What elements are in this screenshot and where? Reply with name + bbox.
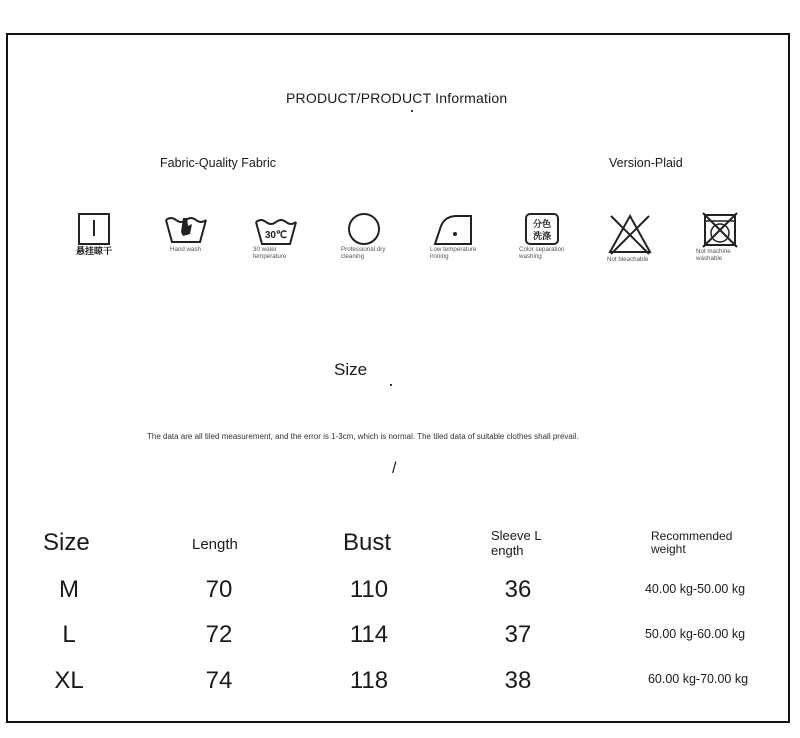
fabric-label: Fabric-Quality Fabric — [160, 156, 276, 170]
color-separation-symbol-text-2: 洗涤 — [532, 232, 552, 242]
color-separation-symbol-text-1: 分色 — [532, 220, 552, 230]
cell-bust: 114 — [349, 621, 389, 648]
water-temp-symbol-text: 30℃ — [264, 230, 288, 241]
not-machine-washable-icon — [702, 212, 738, 248]
cell-length: 70 — [205, 576, 233, 603]
cell-size: M — [59, 576, 79, 603]
color-separation-washing-icon — [524, 212, 560, 246]
divider-slash: / — [392, 460, 397, 477]
hand-wash-icon — [163, 212, 209, 246]
cell-size: L — [62, 621, 76, 648]
water-temp-30-icon — [253, 212, 299, 246]
cell-length: 72 — [205, 621, 233, 648]
hand-wash-item — [156, 212, 216, 253]
dry-cleaning-caption: Professional dry cleaning — [341, 246, 386, 260]
cell-sleeve: 36 — [504, 576, 532, 603]
decorative-dot — [411, 110, 413, 112]
not-bleachable-item — [600, 212, 660, 263]
cell-weight: 60.00 kg-70.00 kg — [647, 672, 749, 686]
cell-size: XL — [54, 667, 84, 694]
cell-bust: 110 — [349, 576, 389, 603]
version-label: Version-Plaid — [609, 156, 683, 170]
header-length: Length — [192, 536, 238, 553]
hand-wash-caption: Hand wash — [170, 246, 201, 253]
ironing-caption: Low temperature ironing — [430, 246, 477, 260]
water-temp-item — [246, 212, 306, 260]
hang-dry-caption: 悬挂晾干 — [75, 246, 112, 256]
cell-weight: 50.00 kg-60.00 kg — [644, 627, 746, 641]
color-separation-caption: Color separation washing — [519, 246, 565, 260]
header-sleeve-length — [491, 528, 542, 558]
header-recommended-weight — [651, 530, 732, 556]
cell-sleeve: 37 — [504, 621, 532, 648]
water-temp-caption: 30 water temperature — [253, 246, 287, 260]
color-separation-item — [512, 212, 572, 260]
cell-length: 74 — [205, 667, 233, 694]
hang-dry-icon — [77, 212, 111, 246]
header-weight-line1: Recommended — [651, 529, 733, 543]
header-sleeve-line1: Sleeve L — [491, 528, 542, 543]
size-section-title: Size — [334, 360, 368, 379]
header-bust: Bust — [343, 529, 392, 556]
decorative-dot — [390, 384, 392, 386]
hang-dry-item — [64, 212, 124, 257]
not-bleachable-icon — [607, 212, 653, 256]
not-bleachable-caption: Not bleachable — [607, 256, 649, 263]
cell-bust: 118 — [349, 667, 389, 694]
professional-dry-cleaning-icon — [345, 212, 383, 246]
measurement-note: The data are all tiled measurement, and the error is 1-3cm, which is normal. The tiled data of suitable clothes shall prevail. — [147, 432, 579, 441]
cell-sleeve: 38 — [504, 667, 532, 694]
not-machine-washable-item — [690, 212, 750, 262]
content-frame — [6, 33, 790, 723]
ironing-item — [424, 212, 484, 260]
header-weight-line2: weight — [651, 542, 686, 556]
page-title: PRODUCT/PRODUCT Information — [286, 90, 508, 106]
cell-weight: 40.00 kg-50.00 kg — [644, 582, 746, 596]
not-machine-washable-caption: Not machine washable — [696, 248, 731, 262]
low-temperature-ironing-icon — [431, 212, 477, 246]
header-size: Size — [43, 529, 90, 556]
dry-cleaning-item — [334, 212, 394, 260]
header-sleeve-line2: ength — [491, 543, 524, 558]
